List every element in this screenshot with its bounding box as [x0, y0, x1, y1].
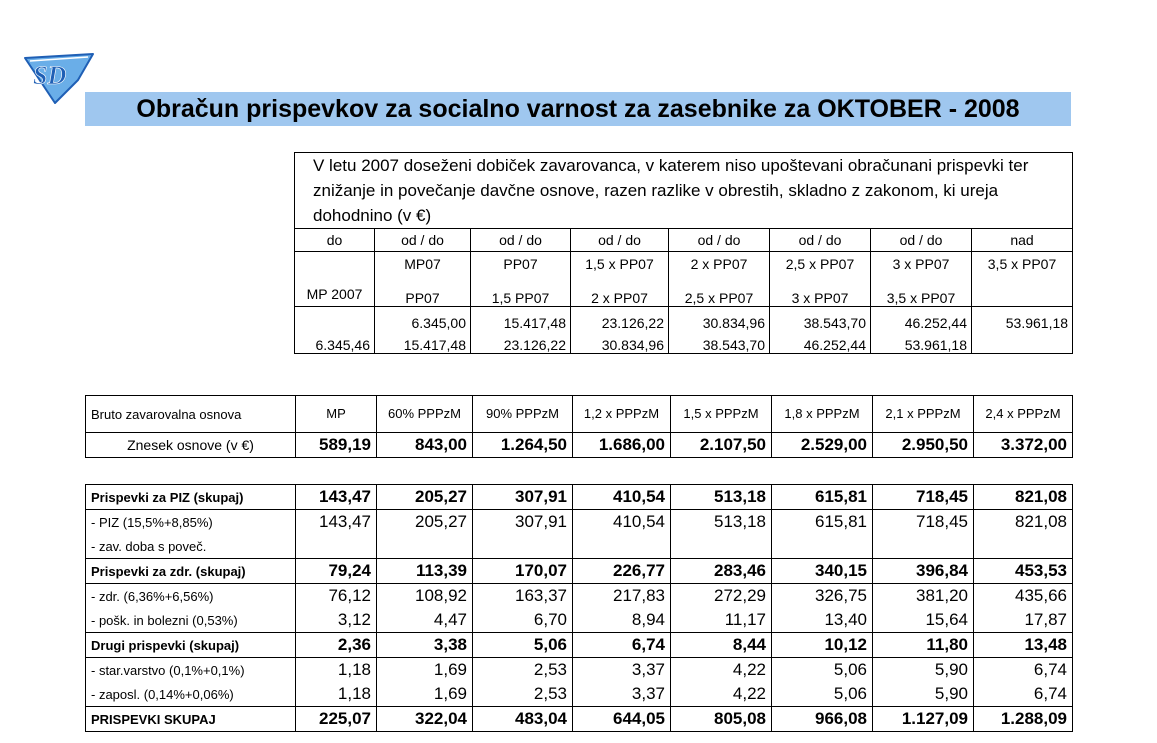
bracket-from-value-cell: 53.961,18 [972, 307, 1073, 332]
basis-header-row [86, 396, 1073, 433]
bracket-to-value-cell: 53.961,18 [871, 331, 972, 354]
contrib-label: Prispevki za PIZ (skupaj) [86, 485, 296, 510]
contrib-value-cell: 225,07 [296, 707, 377, 732]
bracket-to-label: MP 2007 [306, 286, 363, 302]
basis-header-cell: 90% PPPzM [473, 396, 573, 433]
contrib-value-cell: 8,94 [573, 608, 671, 633]
bracket-from-label-cell: 1,5 x PP07 [571, 252, 669, 281]
contrib-value-cell: 821,08 [974, 510, 1073, 535]
basis-amount-cell: 2.529,00 [772, 433, 873, 458]
bracket-header-cell: od / do [770, 229, 871, 252]
contrib-value-cell: 11,80 [873, 633, 974, 658]
contrib-value-cell: 11,17 [671, 608, 772, 633]
contrib-value-cell: 113,39 [377, 559, 473, 584]
contrib-value-cell: 6,74 [974, 682, 1073, 707]
contrib-value-cell: 4,22 [671, 658, 772, 683]
contrib-value-cell: 3,12 [296, 608, 377, 633]
bracket-header-cell: od / do [871, 229, 972, 252]
contrib-value-cell: 226,77 [573, 559, 671, 584]
bracket-to-label-cell: 2,5 x PP07 [669, 280, 770, 307]
contrib-value-cell: 6,70 [473, 608, 573, 633]
contrib-value-cell: 4,47 [377, 608, 473, 633]
contrib-value-cell: 272,29 [671, 584, 772, 609]
contrib-value-cell: 13,40 [772, 608, 873, 633]
bracket-to-value-cell: 46.252,44 [770, 331, 871, 354]
bracket-to-value-row [295, 331, 1073, 354]
contrib-value-cell: 1,18 [296, 682, 377, 707]
svg-text:SD: SD [33, 61, 67, 90]
contrib-value-cell: 1.288,09 [974, 707, 1073, 732]
bracket-to-label-cell [295, 252, 375, 307]
basis-amount-cell: 3.372,00 [974, 433, 1073, 458]
contrib-value-cell: 15,64 [873, 608, 974, 633]
bracket-to-label-cell: 3 x PP07 [770, 280, 871, 307]
contrib-value-cell: 615,81 [772, 510, 873, 535]
bracket-from-value-cell: 30.834,96 [669, 307, 770, 332]
contrib-value-cell: 217,83 [573, 584, 671, 609]
bracket-header-cell: od / do [571, 229, 669, 252]
contrib-value-cell: 5,06 [772, 682, 873, 707]
contrib-value-cell: 718,45 [873, 510, 974, 535]
contrib-value-cell: 1,18 [296, 658, 377, 683]
bracket-to-value-cell: 38.543,70 [669, 331, 770, 354]
contrib-value-cell: 307,91 [473, 510, 573, 535]
bracket-from-value-cell: 46.252,44 [871, 307, 972, 332]
contrib-label: Prispevki za zdr. (skupaj) [86, 559, 296, 584]
bracket-header-cell: do [295, 229, 375, 252]
contrib-value-cell: 1,69 [377, 658, 473, 683]
contrib-value-cell: 6,74 [573, 633, 671, 658]
contrib-value-cell: 143,47 [296, 510, 377, 535]
contrib-value-cell [671, 534, 772, 559]
contrib-row [86, 485, 1073, 510]
contrib-value-cell: 615,81 [772, 485, 873, 510]
contrib-value-cell: 6,74 [974, 658, 1073, 683]
contrib-row [86, 707, 1073, 732]
bracket-header-row [295, 229, 1073, 252]
contrib-row [86, 633, 1073, 658]
income-description: V letu 2007 doseženi dobiček zavarovanca, v katerem niso upoštevani obračunani prispevki ter znižanje in povečanje davčne osnove, razen razlike v obrestih, skladno z zakonom, ki ureja dohodnino (v €) [295, 153, 1073, 229]
contrib-value-cell: 805,08 [671, 707, 772, 732]
contrib-value-cell: 410,54 [573, 510, 671, 535]
bracket-header-cell: od / do [669, 229, 770, 252]
contrib-value-cell [873, 534, 974, 559]
basis-header-cell: 1,5 x PPPzM [671, 396, 772, 433]
contrib-value-cell: 163,37 [473, 584, 573, 609]
bracket-to-label-cell: PP07 [375, 280, 471, 307]
basis-amount-cell: 843,00 [377, 433, 473, 458]
contrib-value-cell: 79,24 [296, 559, 377, 584]
contrib-value-cell: 1,69 [377, 682, 473, 707]
bracket-from-value-cell: 15.417,48 [471, 307, 571, 332]
contrib-value-cell: 1.127,09 [873, 707, 974, 732]
basis-amount-row [86, 433, 1073, 458]
basis-amount-cell: 589,19 [296, 433, 377, 458]
contrib-value-cell: 5,06 [772, 658, 873, 683]
contrib-label: Drugi prispevki (skupaj) [86, 633, 296, 658]
basis-amount-cell: 2.107,50 [671, 433, 772, 458]
bracket-to-label-cell [972, 280, 1073, 307]
contributions-table [85, 484, 1073, 732]
contrib-value-cell: 644,05 [573, 707, 671, 732]
basis-header-cell: 1,8 x PPPzM [772, 396, 873, 433]
basis-header-cell: MP [296, 396, 377, 433]
bracket-to-value-cell [972, 331, 1073, 354]
contrib-value-cell: 340,15 [772, 559, 873, 584]
bracket-from-value-cell [295, 307, 375, 332]
contrib-row [86, 534, 1073, 559]
bracket-to-label-cell: 2 x PP07 [571, 280, 669, 307]
insurance-basis-table [85, 395, 1073, 458]
contrib-value-cell: 143,47 [296, 485, 377, 510]
contrib-value-cell: 205,27 [377, 510, 473, 535]
bracket-to-value-cell: 30.834,96 [571, 331, 669, 354]
contrib-label: - pošk. in bolezni (0,53%) [86, 608, 296, 633]
contrib-value-cell: 3,37 [573, 682, 671, 707]
basis-label: Bruto zavarovalna osnova [86, 396, 296, 433]
contrib-value-cell: 170,07 [473, 559, 573, 584]
basis-header-cell: 2,1 x PPPzM [873, 396, 974, 433]
contrib-row [86, 682, 1073, 707]
contrib-value-cell: 8,44 [671, 633, 772, 658]
contrib-value-cell [974, 534, 1073, 559]
contrib-value-cell: 108,92 [377, 584, 473, 609]
bracket-from-label-row [295, 252, 1073, 281]
basis-header-cell: 2,4 x PPPzM [974, 396, 1073, 433]
bracket-from-label-cell: 3 x PP07 [871, 252, 972, 281]
contrib-value-cell: 322,04 [377, 707, 473, 732]
contrib-value-cell: 966,08 [772, 707, 873, 732]
bracket-from-value-cell: 23.126,22 [571, 307, 669, 332]
contrib-value-cell: 718,45 [873, 485, 974, 510]
contrib-value-cell: 435,66 [974, 584, 1073, 609]
bracket-from-label-cell: 3,5 x PP07 [972, 252, 1073, 281]
bracket-to-label-cell: 1,5 PP07 [471, 280, 571, 307]
contrib-row [86, 608, 1073, 633]
contrib-label: - PIZ (15,5%+8,85%) [86, 510, 296, 535]
contrib-value-cell [573, 534, 671, 559]
contrib-value-cell: 3,38 [377, 633, 473, 658]
contrib-value-cell [296, 534, 377, 559]
bracket-from-value-row [295, 307, 1073, 332]
contrib-row [86, 658, 1073, 683]
basis-header-cell: 1,2 x PPPzM [573, 396, 671, 433]
basis-amount-label: Znesek osnove (v €) [86, 433, 296, 458]
basis-amount-cell: 2.950,50 [873, 433, 974, 458]
contrib-row [86, 559, 1073, 584]
contrib-value-cell: 10,12 [772, 633, 873, 658]
contrib-value-cell: 3,37 [573, 658, 671, 683]
bracket-to-value-cell: 23.126,22 [471, 331, 571, 354]
bracket-header-cell: nad [972, 229, 1073, 252]
contrib-value-cell: 283,46 [671, 559, 772, 584]
contrib-value-cell: 483,04 [473, 707, 573, 732]
bracket-from-label-cell: 2 x PP07 [669, 252, 770, 281]
contrib-label: - zav. doba s poveč. [86, 534, 296, 559]
bracket-from-value-cell: 38.543,70 [770, 307, 871, 332]
contrib-value-cell: 307,91 [473, 485, 573, 510]
contrib-value-cell: 326,75 [772, 584, 873, 609]
income-bracket-table [294, 152, 1073, 354]
contrib-label: PRISPEVKI SKUPAJ [86, 707, 296, 732]
contrib-value-cell: 513,18 [671, 485, 772, 510]
contrib-value-cell: 396,84 [873, 559, 974, 584]
bracket-to-value-cell: 6.345,46 [295, 331, 375, 354]
contrib-value-cell: 13,48 [974, 633, 1073, 658]
contrib-value-cell: 821,08 [974, 485, 1073, 510]
basis-amount-cell: 1.686,00 [573, 433, 671, 458]
contrib-value-cell: 381,20 [873, 584, 974, 609]
basis-amount-cell: 1.264,50 [473, 433, 573, 458]
contrib-row [86, 584, 1073, 609]
contrib-value-cell: 453,53 [974, 559, 1073, 584]
contrib-value-cell: 4,22 [671, 682, 772, 707]
bracket-to-value-cell: 15.417,48 [375, 331, 471, 354]
contrib-value-cell [473, 534, 573, 559]
bracket-header-cell: od / do [471, 229, 571, 252]
contrib-label: - zdr. (6,36%+6,56%) [86, 584, 296, 609]
contrib-value-cell: 5,90 [873, 658, 974, 683]
contrib-value-cell: 205,27 [377, 485, 473, 510]
bracket-to-label-cell: 3,5 x PP07 [871, 280, 972, 307]
contrib-row [86, 510, 1073, 535]
contrib-value-cell: 513,18 [671, 510, 772, 535]
bracket-from-value-cell: 6.345,00 [375, 307, 471, 332]
page-title: Obračun prispevkov za socialno varnost za zasebnike za OKTOBER - 2008 [85, 92, 1071, 126]
bracket-from-label-cell: 2,5 x PP07 [770, 252, 871, 281]
bracket-from-label-cell: PP07 [471, 252, 571, 281]
bracket-from-label-cell: MP07 [375, 252, 471, 281]
contrib-value-cell: 2,53 [473, 682, 573, 707]
contrib-value-cell: 2,53 [473, 658, 573, 683]
contrib-value-cell: 5,90 [873, 682, 974, 707]
contrib-label: - zaposl. (0,14%+0,06%) [86, 682, 296, 707]
contrib-value-cell [377, 534, 473, 559]
bracket-to-label-row [295, 280, 1073, 307]
contrib-value-cell: 2,36 [296, 633, 377, 658]
contrib-value-cell [772, 534, 873, 559]
contrib-value-cell: 410,54 [573, 485, 671, 510]
basis-header-cell: 60% PPPzM [377, 396, 473, 433]
contrib-value-cell: 76,12 [296, 584, 377, 609]
contrib-value-cell: 17,87 [974, 608, 1073, 633]
contrib-value-cell: 5,06 [473, 633, 573, 658]
contrib-label: - star.varstvo (0,1%+0,1%) [86, 658, 296, 683]
bracket-header-cell: od / do [375, 229, 471, 252]
